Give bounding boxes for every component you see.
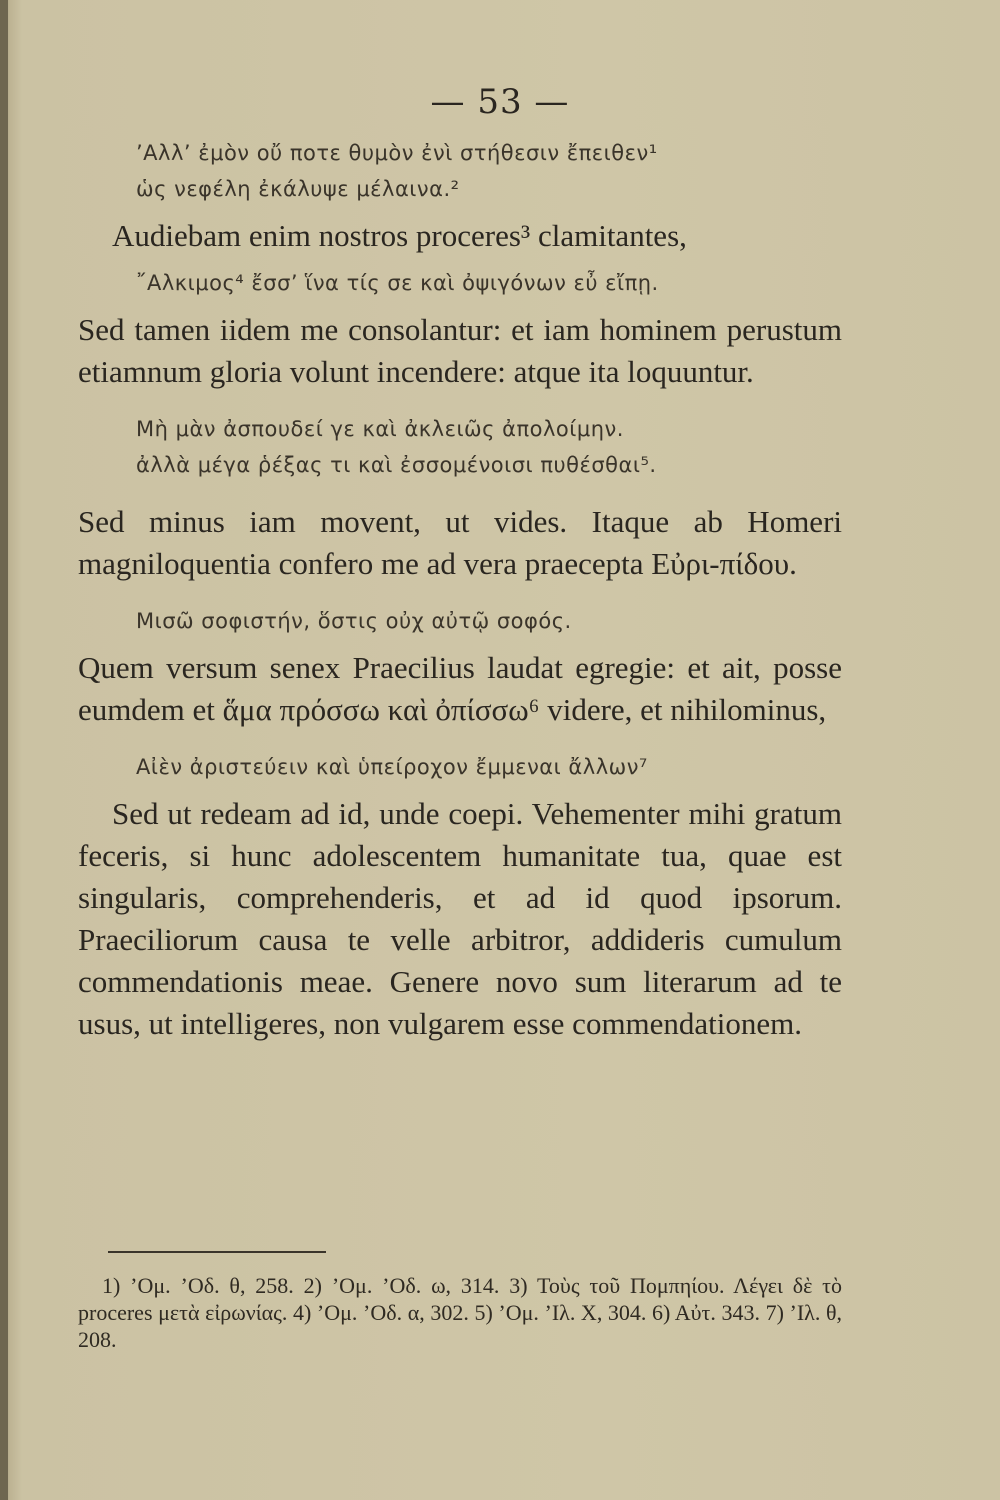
page-body [78, 135, 842, 1045]
footnote-divider [108, 1251, 326, 1253]
latin-paragraph: Sed ut redeam ad id, unde coepi. Vehementer mihi gratum feceris, si hunc adolescentem humanitate tua, quae est singularis, comprehenderis, et ad id quod ipsorum. Praeciliorum causa te velle arbitror, addideris cumulum commendationis meae. Genere novo sum literarum ad te usus, ut intelligeres, non vulgarem esse commendationem. [78, 796, 842, 1041]
greek-verse-line: Αἰὲν ἀριστεύειν καὶ ὑπείροχον ἔμμεναι ἄλλων⁷ [136, 755, 648, 779]
greek-verse-line: ’Αλλ’ ἐμὸν οὔ ποτε θυμὸν ἐνὶ στήθεσιν ἔπειθεν¹ [136, 141, 658, 165]
greek-verse-line: ἀλλὰ μέγα ῥέξας τι καὶ ἐσσομένοισι πυθέσθαι⁵. [136, 453, 657, 477]
greek-verse-line: ῎Αλκιμος⁴ ἔσσ’ ἵνα τίς σε καὶ ὀψιγόνων εὖ εἴπῃ. [136, 271, 659, 295]
page-binding-edge [0, 0, 8, 1500]
latin-paragraph: Quem versum senex Praecilius laudat egregie: et ait, posse eumdem et ἅμα πρόσσω καὶ ὀπίσσω⁶ videre, et nihilominus, [78, 650, 842, 727]
footnotes: 1) ’Ομ. ’Οδ. θ, 258. 2) ’Ομ. ’Οδ. ω, 314. 3) Τοὺς τοῦ Πομπηίου. Λέγει δὲ τὸ proceres μετὰ εἰρωνίας. 4) ’Ομ. ’Οδ. α, 302. 5) ’Ομ. ’Ιλ. Χ, 304. 6) Αὐτ. 343. 7) ’Ιλ. θ, 208. [78, 1273, 842, 1352]
latin-paragraph: Audiebam enim nostros proceres³ clamitantes, [112, 218, 687, 253]
greek-verse-line: Μὴ μὰν ἀσπουδεί γε καὶ ἀκλειῶς ἀπολοίμην. [136, 417, 624, 441]
greek-verse-line: ὡς νεφέλη ἐκάλυψε μέλαινα.² [136, 177, 460, 201]
greek-verse-line: Μισῶ σοφιστήν, ὅστις οὐχ αὐτῷ σοφός. [136, 609, 572, 633]
latin-paragraph: Sed minus iam movent, ut vides. Itaque ab Homeri magniloquentia confero me ad vera praecepta Εὐρι-πίδου. [78, 504, 842, 581]
page-number: — 53 — [430, 82, 570, 122]
latin-paragraph: Sed tamen iidem me consolantur: et iam hominem perustum etiamnum gloria volunt incendere: atque ita loquuntur. [78, 312, 842, 389]
